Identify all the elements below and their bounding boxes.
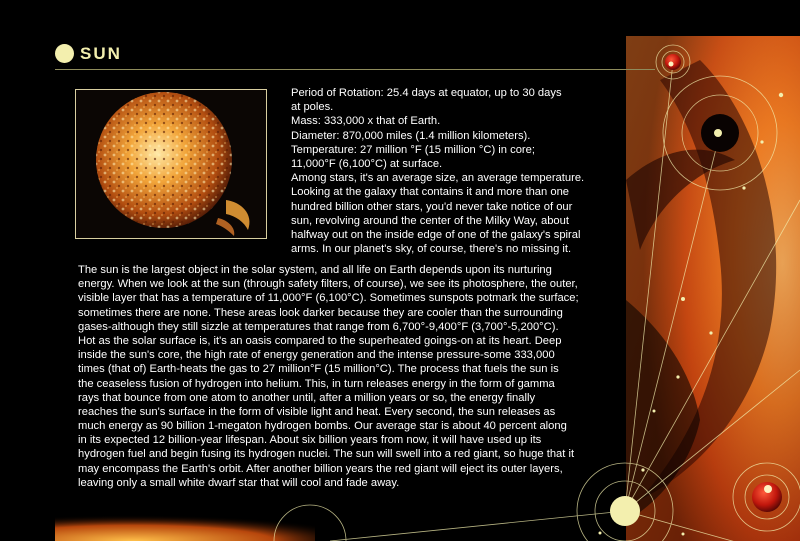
sun-photo — [75, 89, 267, 239]
text-line: The sun is the largest object in the solar system, and all life on Earth depends upon its nurturing — [78, 264, 552, 276]
text-line: much energy as 90 billion 1-megaton hydrogen bombs. Our average star is about 40 percent along — [78, 420, 567, 433]
sun-photo-icon — [76, 90, 266, 238]
text-line: energy. When we look at the sun (through safety filters, of course), we see its photosphere, the outer, — [78, 278, 578, 291]
text-line: Diameter: 870,000 miles (1.4 million kilometers). — [291, 129, 531, 142]
sun-facts — [291, 86, 584, 256]
text-line: inside the sun's core, the high rate of energy generation and the intense pressure-some 333,000 — [78, 349, 555, 362]
text-line: gases-although they still sizzle at temperatures that range from 6,700°-9,400°F (3,700°-5,200°C). — [78, 320, 559, 333]
text-line: Hot as the solar surface is, it's an oasis compared to the superheated goings-on at its heart. Deep — [78, 334, 562, 347]
sun-bullet-icon — [55, 44, 74, 63]
text-line: times (that of) Earth-heats the gas to 27 million°F (15 million°C). The process that fuels the sun is — [78, 363, 559, 376]
text-line: sometimes there are none. These areas look darker because they are cooler than the surrounding — [78, 306, 563, 319]
text-line: reaches the sun's surface in the form of visible light and heat. Every second, the sun releases as — [78, 405, 556, 418]
text-line: leaving only a small white dwarf star that will cool and fade away. — [78, 476, 400, 489]
text-line: hundred billion other stars, you'd never take notice of our — [291, 200, 573, 213]
text-line: Mass: 333,000 x that of Earth. — [291, 115, 441, 128]
bottom-flare — [55, 512, 315, 541]
text-line: may encompass the Earth's orbit. After another billion years the red giant will eject its outer layers, — [78, 462, 563, 475]
header-divider — [55, 69, 655, 70]
text-line: visible layer that has a temperature of 11,000°F (6,100°C). Sometimes sunspots potmark the surface; — [78, 292, 579, 305]
text-line: 11,000°F (6,100°C) at surface. — [291, 157, 443, 170]
text-line: Period of Rotation: 25.4 days at equator, up to 30 days — [291, 87, 562, 99]
text-line: in its expected 12 billion-year lifespan. About six billion years from now, it will have used up its — [78, 434, 542, 447]
text-line: Temperature: 27 million °F (15 million °C) in core; — [291, 143, 535, 156]
text-line: halfway out on the inside edge of one of the galaxy's spiral — [291, 228, 581, 241]
sun-description — [78, 263, 579, 490]
red-planet-small — [665, 54, 681, 70]
text-line: sun, revolving around the center of the Milky Way, about — [291, 214, 569, 227]
text-line: hydrogen fuel and begin fusing its hydrogen nuclei. The sun will swell into a red giant, so huge that it — [78, 448, 575, 461]
text-line: at poles. — [291, 101, 334, 114]
text-line: rays that bounce from one atom to another until, after a million years or so, the energy finally — [78, 391, 536, 404]
pale-planet — [610, 496, 640, 526]
text-line: Looking at the galaxy that contains it and more than one — [291, 186, 570, 199]
page-title: SUN — [80, 44, 122, 63]
text-line: Among stars, it's an average size, an average temperature. — [291, 172, 585, 185]
text-line: arms. In our planet's sky, of course, there's no missing it. — [291, 243, 572, 256]
text-line: the ceaseless fusion of hydrogen into helium. This, in turn releases energy in the form of gamma — [78, 377, 555, 390]
